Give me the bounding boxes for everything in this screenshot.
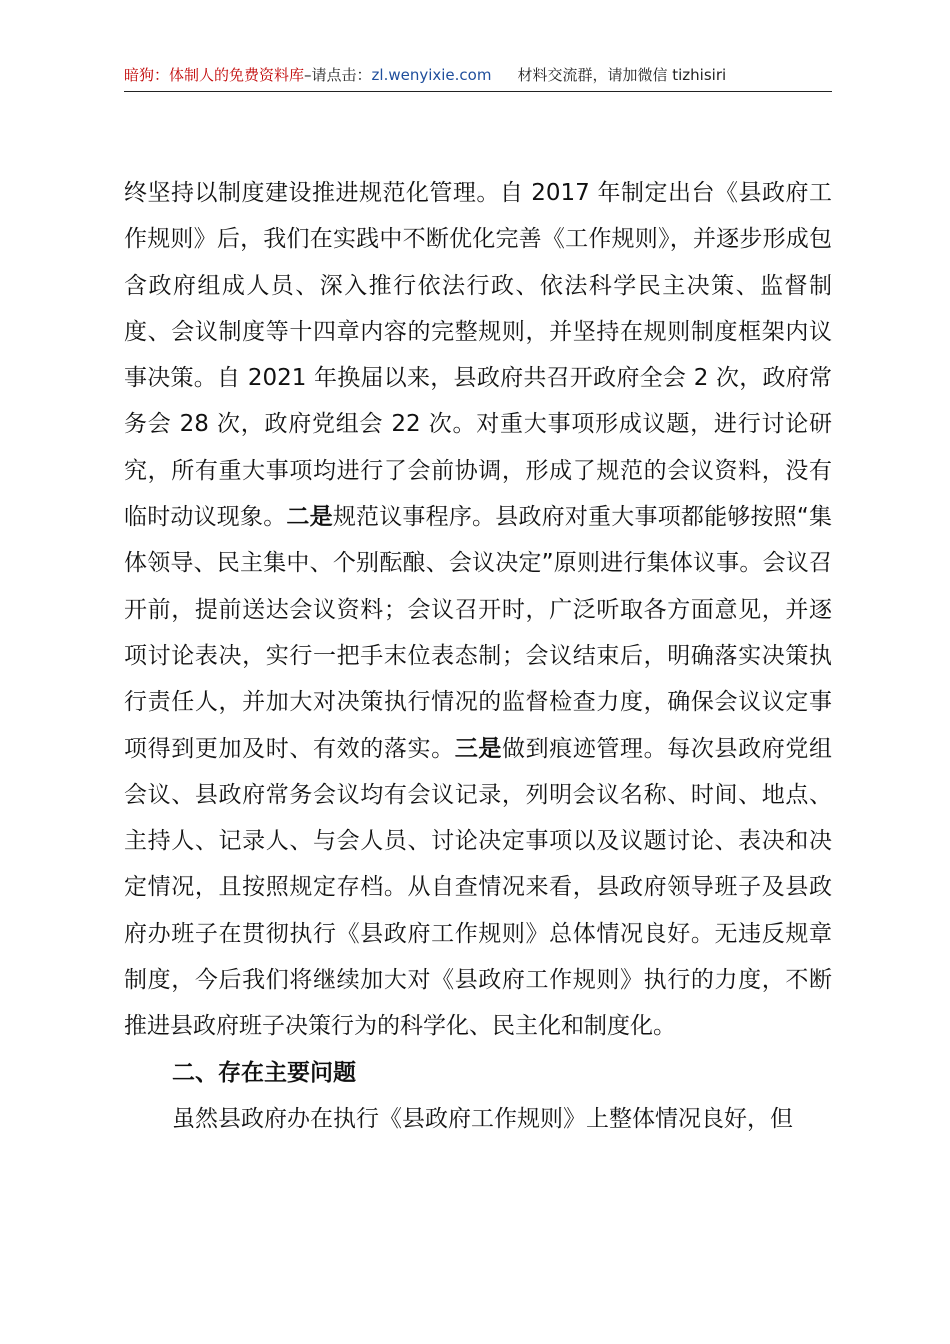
paragraph-1-text-c: 做到痕迹管理。每次县政府党组会议、县政府常务会议均有会议记录，列明会议名称、时间、地点、主持人、记录人、与会人员、讨论决定事项以及议题讨论、表决和决定情况，且按照规定存档。从自查情况来看，县政府领导班子及县政府办班子在贯彻执行《县政府工作规则》总体情况良好。无违反规章制度，今后我们将继续加大对《县政府工作规则》执行的力度，不断推进县政府班子决策行为的科学化、民主化和制度化。 [124, 735, 833, 1040]
paragraph-1 [124, 170, 832, 1050]
page-header [124, 58, 832, 92]
paragraph-2: 虽然县政府办在执行《县政府工作规则》上整体情况良好，但 [172, 1105, 793, 1132]
point-two-label: 二是 [286, 504, 333, 531]
header-brand: 暗狗：体制人的免费资料库 [124, 66, 305, 84]
point-three-label: 三是 [454, 735, 502, 762]
paragraph-1-text-b: 规范议事程序。县政府对重大事项都能够按照“集体领导、民主集中、个别酝酿、会议决定”原则进行集体议事。会议召开前，提前送达会议资料；会议召开时，广泛听取各方面意见，并逐项讨论表决，实行一把手末位表态制；会议结束后，明确落实决策执行责任人，并加大对决策执行情况的监督检查力度，确保会议议定事项得到更加及时、有效的落实。 [124, 504, 832, 762]
paragraph-1-text-a: 终坚持以制度建设推进规范化管理。自 2017 年制定出台《县政府工作规则》后，我们在实践中不断优化完善《工作规则》，并逐步形成包含政府组成人员、深入推行依法行政、依法科学民主决策、监督制度、会议制度等十四章内容的完整规则，并坚持在规则制度框架内议事决策。自 2021 年换届以来，县政府共召开政府全会 2 次，政府常务会 28 次，政府党组会 22 次。对重大事项形成议题，进行讨论研究，所有重大事项均进行了会前协调，形成了规范的会议资料，没有临时动议现象。 [124, 180, 832, 531]
document-body [124, 170, 832, 1142]
section-heading: 二、存在主要问题 [172, 1059, 356, 1086]
header-url-link[interactable]: zl.wenyixie.com [371, 66, 492, 84]
header-click-prompt: –请点击： [304, 66, 372, 84]
header-contact: 材料交流群，请加微信 tizhisiri [517, 66, 727, 84]
